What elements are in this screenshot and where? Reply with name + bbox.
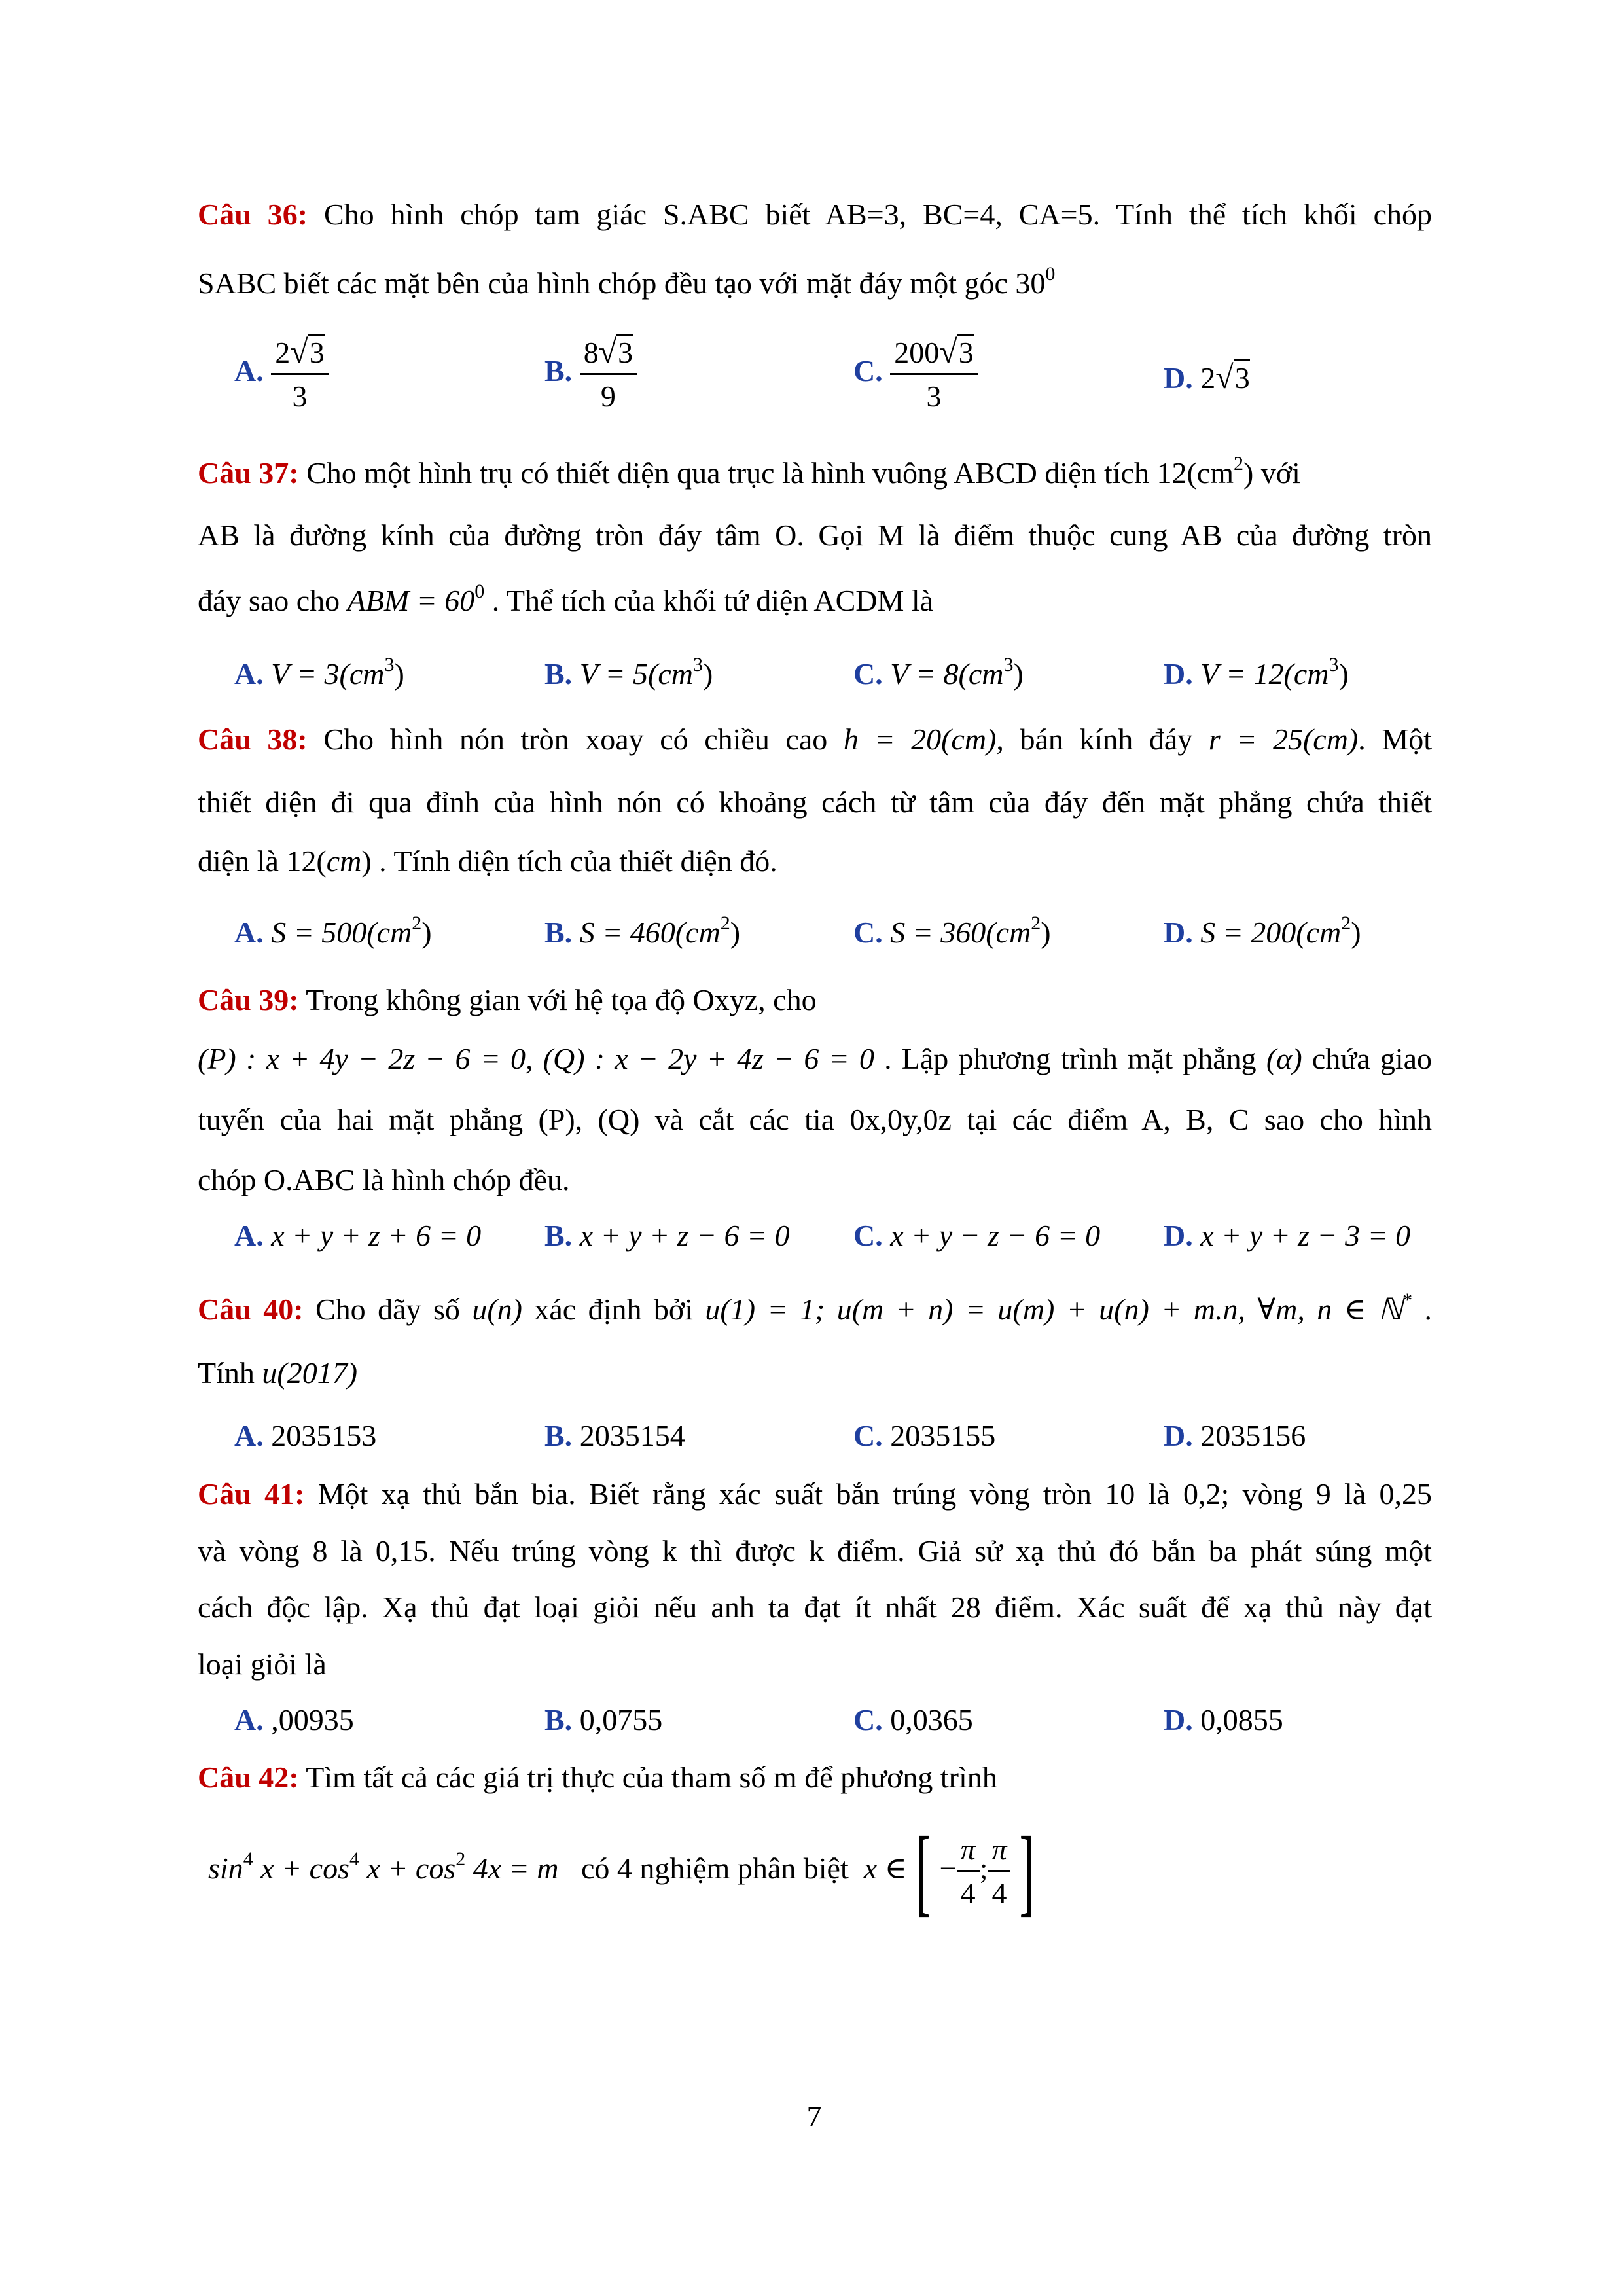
q38-option-c[interactable]: C. $S = 360(cm^2)$ <box>853 912 1051 949</box>
q41-option-a[interactable]: A. ,00935 <box>234 1703 354 1736</box>
q37-line1: Câu 37: Cho một hình trụ có thiết diện qua trục là hình vuông ABCD diện tích $12(cm^2)$ với <box>198 453 1300 490</box>
q39-line1: Câu 39: Trong không gian với hệ tọa độ Oxyz, cho <box>198 983 817 1016</box>
q41-line4: loại giỏi là <box>198 1647 327 1681</box>
q38-label: Câu 38: <box>198 723 308 756</box>
q41-label: Câu 41: <box>198 1477 305 1511</box>
q38-line1: Câu 38: Cho hình nón tròn xoay có chiều cao h = 20(cm), bán kính đáy r = 25(cm). Một <box>198 723 1433 756</box>
q37-text: Cho một hình trụ có thiết diện qua trục là hình vuông ABCD diện tích 12(cm <box>306 456 1234 490</box>
q40-option-c[interactable]: C. 2035155 <box>853 1419 996 1452</box>
q41-option-c[interactable]: C. 0,0365 <box>853 1703 973 1736</box>
q39-option-c[interactable]: C. x + y − z − 6 = 0 <box>853 1219 1101 1252</box>
q36-text: Cho hình chóp tam giác S.ABC biết AB=3, BC=4, CA=5. Tính thể tích khối chóp <box>323 198 1433 231</box>
q37-option-d[interactable]: D. $V = 12(cm^3)$ <box>1164 654 1349 691</box>
q36-option-c[interactable] <box>853 334 978 414</box>
q38-option-a[interactable]: A. $S = 500(cm^2)$ <box>234 912 432 949</box>
q37-option-a[interactable]: A. $V = 3(cm^3)$ <box>234 654 404 691</box>
q40-option-b[interactable]: B. 2035154 <box>544 1419 685 1452</box>
q36-line1 <box>198 196 1432 233</box>
q38-line3: diện là 12(cm) . Tính diện tích của thiết diện đó. <box>198 844 777 878</box>
option-letter: A. <box>234 354 264 388</box>
q39-option-b[interactable]: B. x + y + z − 6 = 0 <box>544 1219 790 1252</box>
q39-label: Câu 39: <box>198 983 299 1016</box>
q39-option-d[interactable]: D. x + y + z − 3 = 0 <box>1164 1219 1411 1252</box>
q41-line2: và vòng 8 là 0,15. Nếu trúng vòng k thì được k điểm. Giả sử xạ thủ đó bắn ba phát súng một <box>198 1534 1432 1568</box>
q36-degree: 0 <box>1045 263 1056 285</box>
q41-option-b[interactable]: B. 0,0755 <box>544 1703 663 1736</box>
q40-line2: Tính u(2017) <box>198 1356 358 1390</box>
q36-option-b[interactable] <box>544 334 637 414</box>
option-letter: D. <box>1164 361 1193 395</box>
q37-label: Câu 37: <box>198 456 299 490</box>
q36-label: Câu 36: <box>198 198 308 231</box>
q41-line1: Câu 41: Một xạ thủ bắn bia. Biết rằng xác suất bắn trúng vòng tròn 10 là 0,2; vòng 9 là 0,25 <box>198 1477 1433 1511</box>
q40-label: Câu 40: <box>198 1293 304 1326</box>
interval-fraction-right: $\frac{\pi}{4}$ <box>988 1832 1010 1911</box>
q38-line2: thiết diện đi qua đỉnh của hình nón có khoảng cách từ tâm của đáy đến mặt phẳng chứa thiết <box>198 785 1432 819</box>
q40-option-d[interactable]: D. 2035156 <box>1164 1419 1306 1452</box>
q36-text2: SABC biết các mặt bên của hình chóp đều tạo với mặt đáy một góc 30 <box>198 266 1046 300</box>
q40-line1: Câu 40: Cho dãy số u(n) xác định bởi u(1) = 1; u(m + n) = u(m) + u(n) + m.n, ∀m, n ∈ ℕ* . <box>198 1289 1432 1326</box>
q42-line1: Câu 42: Tìm tất cả các giá trị thực của tham số m để phương trình <box>198 1761 997 1794</box>
q37-option-c[interactable]: C. $V = 8(cm^3)$ <box>853 654 1024 691</box>
q39-option-a[interactable]: A. x + y + z + 6 = 0 <box>234 1219 482 1252</box>
q36-line2 <box>198 265 1055 302</box>
q37-line3: đáy sao cho ABM = $60^0$ . Thể tích của khối tứ diện ACDM là <box>198 581 934 617</box>
q42-equation: $\sin^4 x + \cos^4 x + \cos^2 4x = m$ có 4 nghiệm phân biệt x ∈[ − $\frac{\pi}{4}$ ; $\frac{\pi}{4}$ ] <box>208 1817 1035 1926</box>
q38-option-b[interactable]: B. $S = 460(cm^2)$ <box>544 912 741 949</box>
interval-fraction-left: $\frac{\pi}{4}$ <box>957 1832 980 1911</box>
q42-label: Câu 42: <box>198 1761 299 1794</box>
page-number: 7 <box>806 2100 822 2133</box>
q37-line2: AB là đường kính của đường tròn đáy tâm O. Gọi M là điểm thuộc cung AB của đường tròn <box>198 518 1432 552</box>
q39-line4: chóp O.ABC là hình chóp đều. <box>198 1163 570 1196</box>
q36-option-a[interactable] <box>234 334 329 414</box>
q37-option-b[interactable]: B. $V = 5(cm^3)$ <box>544 654 713 691</box>
q39-line3: tuyến của hai mặt phẳng (P), (Q) và cắt các tia 0x,0y,0z tại các điểm A, B, C sao cho hình <box>198 1103 1432 1136</box>
q39-line2: (P) : x + 4y − 2z − 6 = 0, (Q) : x − 2y + 4z − 6 = 0 . Lập phương trình mặt phẳng (α) chứa giao <box>198 1042 1433 1075</box>
q36-option-d[interactable]: D. 2√3 <box>1164 359 1250 395</box>
q41-line3: cách độc lập. Xạ thủ đạt loại giỏi nếu anh ta đạt ít nhất 28 điểm. Xác suất để xạ thủ này đạt <box>198 1590 1432 1624</box>
fraction: $\frac{200√3}{3}$ <box>890 334 977 414</box>
fraction: $\frac{2√3}{3}$ <box>271 334 328 414</box>
option-letter: B. <box>544 354 573 388</box>
option-letter: C. <box>853 354 883 388</box>
q41-option-d[interactable]: D. 0,0855 <box>1164 1703 1283 1736</box>
q40-option-a[interactable]: A. 2035153 <box>234 1419 377 1452</box>
fraction: $\frac{8√3}{9}$ <box>580 334 637 414</box>
q38-option-d[interactable]: D. $S = 200(cm^2)$ <box>1164 912 1361 949</box>
